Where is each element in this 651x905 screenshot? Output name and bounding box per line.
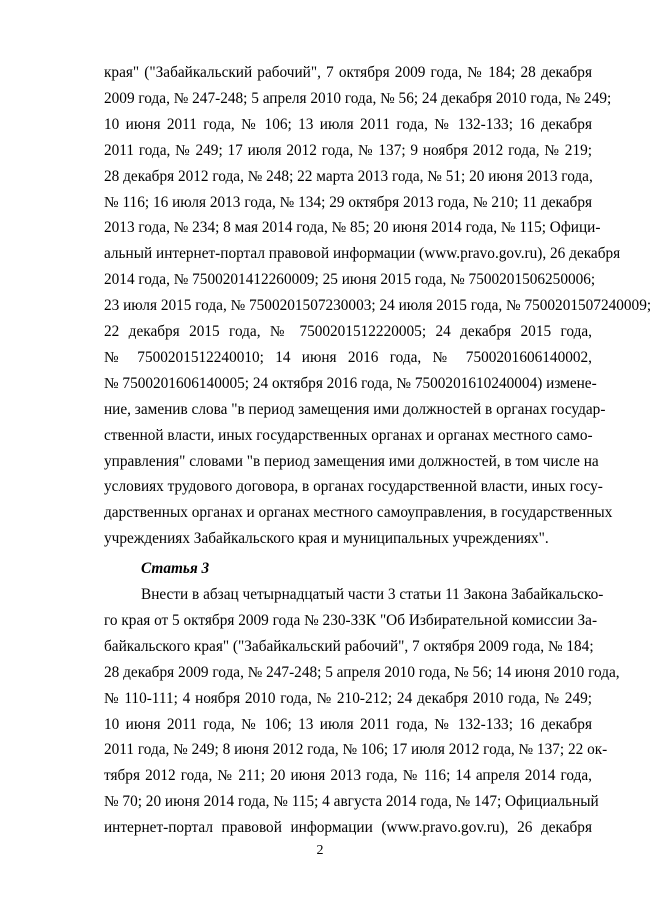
text-line: учреждениях Забайкальского края и муниципальных учреждениях". xyxy=(104,530,549,548)
text-line: условиях трудового договора, в органах государственной власти, иных госу- xyxy=(104,478,603,496)
text-line: № 110-111; 4 ноября 2010 года, № 210-212; 24 декабря 2010 года, № 249; xyxy=(104,689,592,707)
text-line: альный интернет-портал правовой информации (www.pravo.gov.ru), 26 декабря xyxy=(104,245,621,263)
text-line: го края от 5 октября 2009 года № 230-ЗЗК "Об Избирательной комиссии За- xyxy=(104,611,598,629)
text-line: 23 июля 2015 года, № 7500201507230003; 24 июля 2015 года, № 7500201507240009; xyxy=(104,297,651,315)
text-line: 10 июня 2011 года, № 106; 13 июля 2011 года, № 132-133; 16 декабря xyxy=(104,115,592,133)
text-line: № 7500201512240010; 14 июня 2016 года, № 7500201606140002, xyxy=(104,348,592,366)
text-line: 28 декабря 2009 года, № 247-248; 5 апреля 2010 года, № 56; 14 июня 2010 года, xyxy=(104,663,620,681)
text-line: № 70; 20 июня 2014 года, № 115; 4 августа 2014 года, № 147; Официальный xyxy=(104,793,599,811)
text-line: № 7500201606140005; 24 октября 2016 года, № 7500201610240004) измене- xyxy=(104,374,597,392)
text-line: тября 2012 года, № 211; 20 июня 2013 года, № 116; 14 апреля 2014 года, xyxy=(104,767,592,785)
text-line: интернет-портал правовой информации (www.pravo.gov.ru), 26 декабря xyxy=(104,819,592,837)
text-line: № 116; 16 июля 2013 года, № 134; 29 октября 2013 года, № 210; 11 декабря xyxy=(104,193,592,211)
text-line: 2011 года, № 249; 8 июня 2012 года, № 106; 17 июля 2012 года, № 137; 22 ок- xyxy=(104,741,608,759)
text-line: управления" словами "в период замещения ими должностей, в том числе на xyxy=(104,452,599,470)
text-line: Внести в абзац четырнадцатый части 3 статьи 11 Закона Забайкальско- xyxy=(141,586,604,603)
text-line: 28 декабря 2012 года, № 248; 22 марта 2013 года, № 51; 20 июня 2013 года, xyxy=(104,167,593,185)
text-line: ственной власти, иных государственных органах и органах местного само- xyxy=(104,426,593,444)
text-line: 2014 года, № 7500201412260009; 25 июня 2015 года, № 7500201506250006; xyxy=(104,271,596,289)
page-number: 2 xyxy=(316,843,324,858)
text-line: 22 декабря 2015 года, № 7500201512220005; 24 декабря 2015 года, xyxy=(104,323,592,340)
text-line: дарственных органах и органах местного самоуправления, в государственных xyxy=(104,504,613,522)
text-line: 2011 года, № 249; 17 июля 2012 года, № 137; 9 ноября 2012 года, № 219; xyxy=(104,141,592,159)
text-line: 10 июня 2011 года, № 106; 13 июля 2011 года, № 132-133; 16 декабря xyxy=(104,715,592,733)
text-line: 2009 года, № 247-248; 5 апреля 2010 года, № 56; 24 декабря 2010 года, № 249; xyxy=(104,89,612,107)
text-line: байкальского края" ("Забайкальский рабочий", 7 октября 2009 года, № 184; xyxy=(104,637,594,655)
article-heading: Статья 3 xyxy=(141,560,210,577)
text-line: ние, заменив слова "в период замещения ими должностей в органах государ- xyxy=(104,400,606,418)
text-line: края" ("Забайкальский рабочий", 7 октября 2009 года, № 184; 28 декабря xyxy=(104,64,592,81)
text-line: 2013 года, № 234; 8 мая 2014 года, № 85; 20 июня 2014 года, № 115; Офици- xyxy=(104,219,601,237)
